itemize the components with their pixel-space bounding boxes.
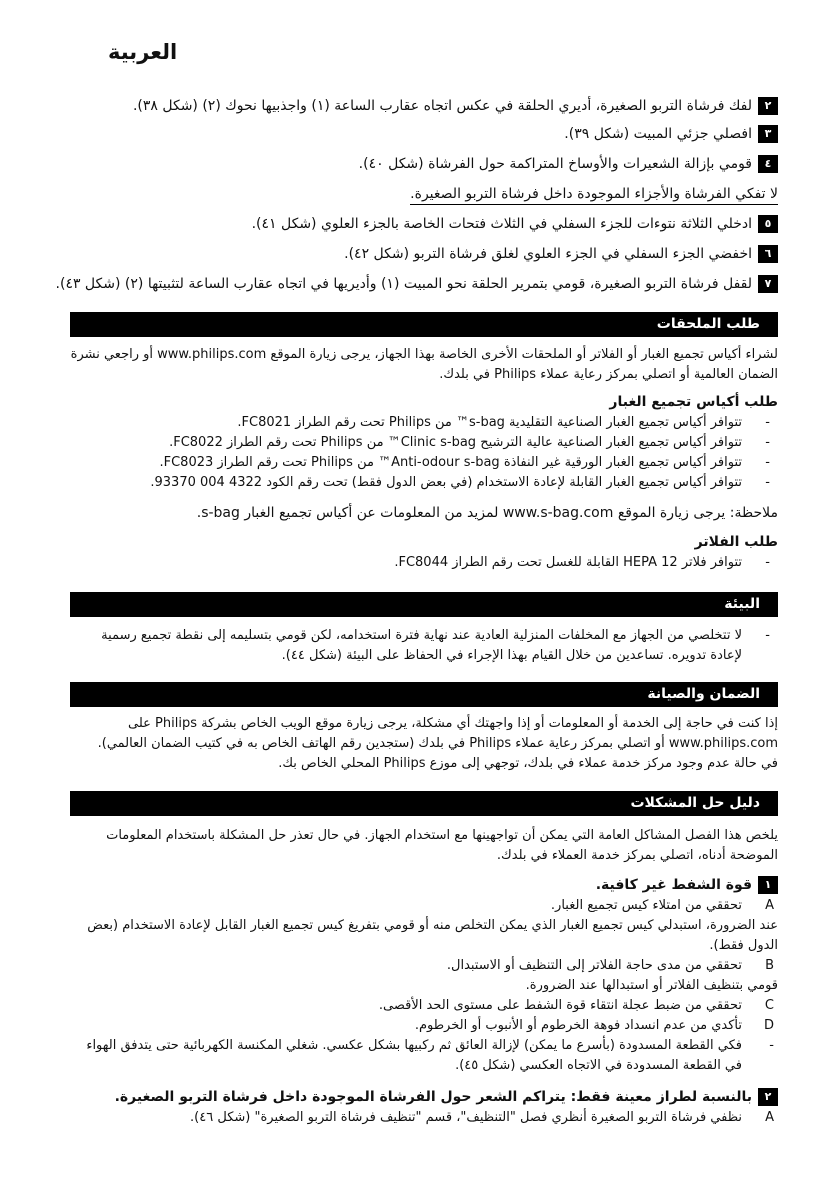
section-title: طلب الملحقات bbox=[656, 316, 760, 332]
problem-text: بالنسبة لطراز معينة فقط: يتراكم الشعر حول الفرشاة الموجودة داخل فرشاة التربو الصغيرة. bbox=[114, 1089, 752, 1105]
section-title: البيئة bbox=[724, 596, 760, 612]
environment-section bbox=[70, 626, 778, 666]
list-item: - تتوافر أكياس تجميع الغبار الورقية غير النفاذة Anti-odour s-bag™ من Philips تحت رقم الطراز FC8023. bbox=[159, 455, 770, 470]
step-number: ٦ bbox=[758, 245, 778, 263]
step-number: ٣ bbox=[758, 125, 778, 143]
list-item: B تحققي من مدى حاجة الفلاتر إلى التنظيف أو الاستبدال. bbox=[446, 958, 774, 973]
solution-text: عند الضرورة، استبدلي كيس تجميع الغبار الذي يمكن التخلص منه أو قومي بتفريغ كيس تجميع الغبار القابل لإعادة الاستخدام (بعض الدول فقط). bbox=[87, 918, 778, 953]
step-text: لقفل فرشاة التربو الصغيرة، قومي بتمرير الحلقة نحو المبيت (١) وأديريها في اتجاه عقارب الساعة لتثبيتها (٢) (شكل ٤٣). bbox=[55, 276, 752, 292]
warranty-para-1: إذا كنت في حاجة إلى الخدمة أو المعلومات أو إذا واجهتك أي مشكلة، يرجى زيارة موقع الويب الخاص بشركة Philips على www.philips.com أو اتصلي بمركز رعاية عملاء Philips في بلدك (ستجدين رقم الهاتف الخاص به في كتيب الضمان العالمي). bbox=[97, 716, 778, 751]
section-title: الضمان والصيانة bbox=[647, 686, 760, 702]
troubleshooting-section bbox=[70, 826, 778, 1128]
step-text: افصلي جزئي المبيت (شكل ٣٩). bbox=[564, 126, 752, 142]
step-number: ٧ bbox=[758, 275, 778, 293]
list-item: - فكي القطعة المسدودة (بأسرع ما يمكن) لإزالة العائق ثم ركبيها بشكل عكسي. شغلي المكنسة الكهربائية حتى يتدفق الهواء في القطعة المسدودة في الاتجاه العكسي (شكل ٤٥). bbox=[86, 1038, 774, 1073]
list-item: A نظفي فرشاة التربو الصغيرة أنظري فصل "التنظيف"، قسم "تنظيف فرشاة التربو الصغيرة" (شكل ٤٦). bbox=[190, 1110, 774, 1125]
step-text: قومي بإزالة الشعيرات والأوساخ المتراكمة حول الفرشاة (شكل ٤٠). bbox=[358, 156, 752, 172]
section-header-environment bbox=[70, 592, 778, 617]
problem-1 bbox=[70, 874, 778, 896]
troubleshooting-intro: يلخص هذا الفصل المشاكل العامة التي يمكن أن تواجهينها مع استخدام الجهاز. في حال تعذر حل المشكلة باستخدام المعلومات الموضحة أدناه، اتصلي بمركز خدمة العملاء في بلدك. bbox=[106, 828, 778, 863]
list-item: - لا تتخلصي من الجهاز مع المخلفات المنزلية العادية عند نهاية فترة استخدامه، لكن قومي بتسليمه إلى نقطة تجميع رسمية لإعادة تدويره. تساعدين من خلال القيام بهذا الإجراء في الحفاظ على البيئة (شكل ٤٤). bbox=[101, 628, 770, 663]
language-title: العربية bbox=[108, 40, 178, 64]
step-number: ٥ bbox=[758, 215, 778, 233]
step-text: لفك فرشاة التربو الصغيرة، أديري الحلقة في عكس اتجاه عقارب الساعة (١) واجذبيها نحوك (٢) (شكل ٣٨). bbox=[132, 98, 752, 114]
problem-number: ١ bbox=[758, 876, 778, 894]
problem-2 bbox=[70, 1086, 778, 1108]
problem-number: ٢ bbox=[758, 1088, 778, 1106]
section-header-warranty bbox=[70, 682, 778, 707]
step-4 bbox=[359, 153, 778, 175]
list-item: - تتوافر أكياس تجميع الغبار الصناعية عالية الترشيح Clinic s-bag™ من Philips تحت رقم الطراز FC8022. bbox=[169, 435, 770, 450]
list-item: D تأكدي من عدم انسداد فوهة الخرطوم أو الأنبوب أو الخرطوم. bbox=[414, 1018, 774, 1033]
step-5 bbox=[252, 213, 778, 235]
accessories-section bbox=[70, 345, 778, 573]
step-2 bbox=[133, 95, 778, 117]
warranty-section bbox=[70, 714, 778, 774]
step-7 bbox=[56, 273, 778, 295]
step-number: ٤ bbox=[758, 155, 778, 173]
warranty-para-2: في حالة عدم وجود مركز خدمة عملاء في بلدك، توجهي إلى موزع Philips المحلي الخاص بك. bbox=[278, 756, 778, 771]
section-header-accessories bbox=[70, 312, 778, 337]
step-text: ادخلي الثلاثة نتوءات للجزء السفلي في الثلاث فتحات الخاصة بالجزء العلوي (شكل ٤١). bbox=[251, 216, 752, 232]
problem-text: قوة الشفط غير كافية. bbox=[595, 877, 752, 893]
filters-subtitle: طلب الفلاتر bbox=[694, 534, 778, 550]
section-header-troubleshooting bbox=[70, 791, 778, 816]
list-item: - تتوافر فلاتر HEPA 12 القابلة للغسل تحت رقم الطراز FC8044. bbox=[394, 555, 770, 570]
solution-text: قومي بتنظيف الفلاتر أو استبدالها عند الضرورة. bbox=[525, 978, 778, 993]
step-text: اخفضي الجزء السفلي في الجزء العلوي لغلق فرشاة التربو (شكل ٤٢). bbox=[344, 246, 752, 262]
section-title: دليل حل المشكلات bbox=[630, 795, 760, 811]
bags-subtitle: طلب أكياس تجميع الغبار bbox=[609, 394, 778, 410]
list-item: - تتوافر أكياس تجميع الغبار القابلة لإعادة الاستخدام (في بعض الدول فقط) تحت رقم الكود 4322 004 93370. bbox=[150, 475, 770, 490]
step-6 bbox=[344, 243, 778, 265]
step-number: ٢ bbox=[758, 97, 778, 115]
step-3 bbox=[564, 123, 778, 145]
list-item: C تحققي من ضبط عجلة انتقاء قوة الشفط على مستوى الحد الأقصى. bbox=[378, 998, 774, 1013]
list-item: A تحققي من امتلاء كيس تجميع الغبار. bbox=[550, 898, 774, 913]
accessories-intro: لشراء أكياس تجميع الغبار أو الفلاتر أو الملحقات الأخرى الخاصة بهذا الجهاز، يرجى زيارة الموقع www.philips.com أو راجعي نشرة الضمان العالمية أو اتصلي بمركز رعاية عملاء Philips في بلدك. bbox=[70, 347, 778, 382]
warning-text: لا تفكي الفرشاة والأجزاء الموجودة داخل فرشاة التربو الصغيرة. bbox=[410, 184, 778, 205]
list-item: - تتوافر أكياس تجميع الغبار الصناعية التقليدية s-bag™ من Philips تحت رقم الطراز FC8021. bbox=[237, 415, 770, 430]
sbag-note: ملاحظة: يرجى زيارة الموقع www.s-bag.com لمزيد من المعلومات عن أكياس تجميع الغبار s-bag. bbox=[196, 505, 778, 521]
